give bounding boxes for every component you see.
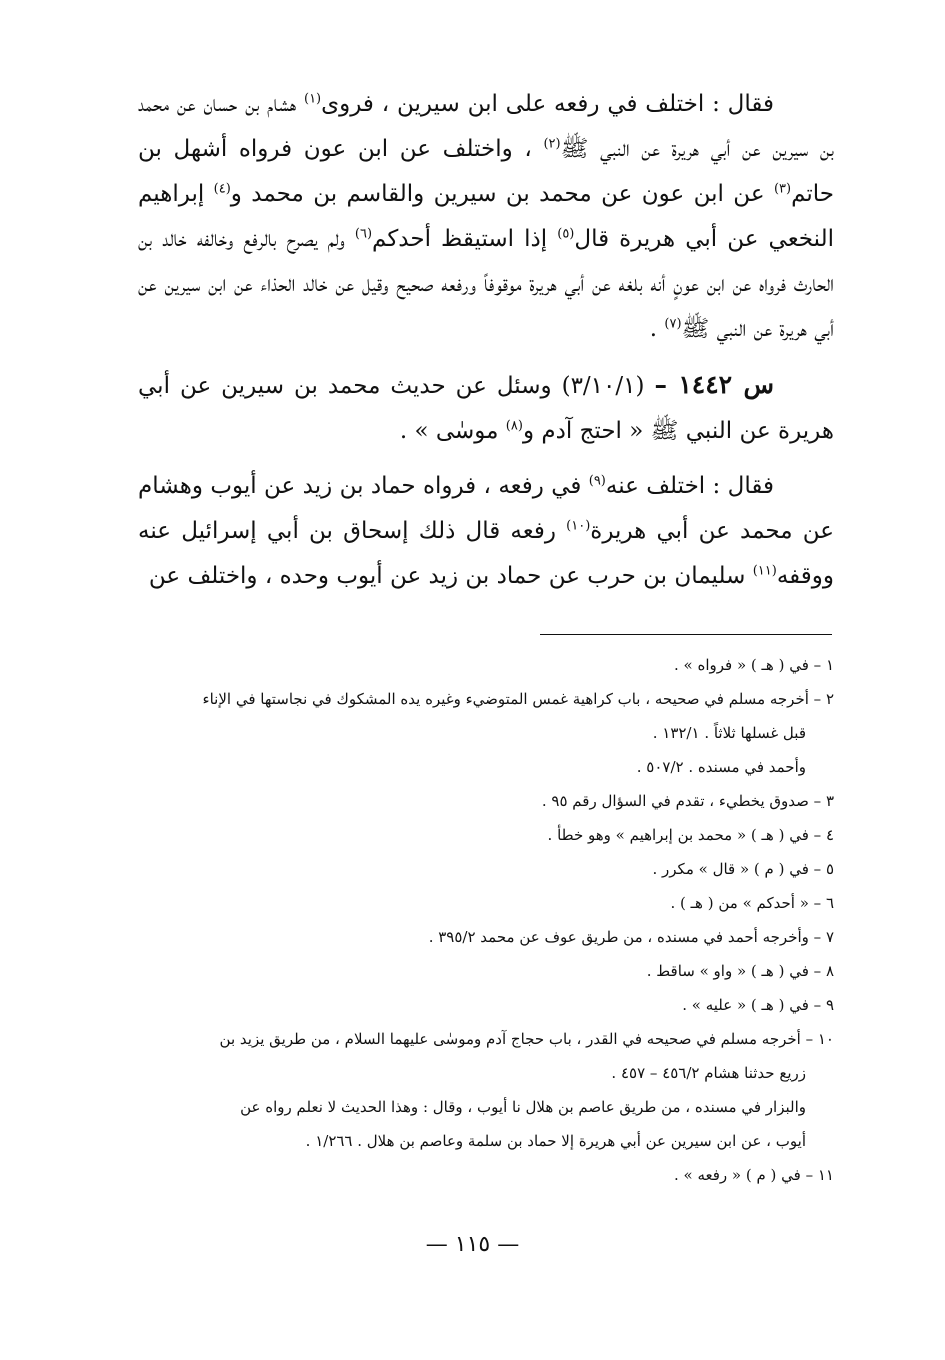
footnote-5: ٥ – في ( م ) « قال » مكرر . <box>652 860 834 878</box>
footnote-8: ٨ – في ( هـ ) « واو » ساقط . <box>646 962 834 980</box>
footnote-ref-6: (٦) <box>354 226 373 242</box>
footnote-ref-7: (٧) <box>664 316 682 332</box>
footnote-continuation: وأحمد في مسنده . ٥٠٧/٢ . <box>636 758 806 776</box>
footnote-9: ٩ – في ( هـ ) « عليه » . <box>682 996 834 1014</box>
question-number: س ١٤٤٢ – <box>654 370 774 399</box>
footnote-text: ١٠ – أخرجه مسلم في صحيحه في القدر ، باب حجاج آدم وموسٰى عليهما السلام ، من طريق يزيد بن <box>219 1030 834 1048</box>
footnote-ref-9: (٩) <box>588 473 606 489</box>
footnote-ref-2: (٢) <box>543 136 561 152</box>
question-1442 <box>138 362 834 454</box>
footnote-ref-1: (١) <box>303 91 322 107</box>
footnote-ref-10: (١٠) <box>566 518 591 534</box>
main-text <box>138 82 834 599</box>
text-run: إبراهيم النخعي عن أبي هريرة قال <box>138 181 834 252</box>
footnote-1: ١ – في ( هـ ) « فرواه » . <box>674 656 834 674</box>
paragraph-answer-2 <box>138 464 834 599</box>
footnote-ref-8: (٨) <box>505 418 523 434</box>
footnote-7: ٧ – وأخرجه أحمد في مسنده ، من طريق عوف عن محمد ٣٩٥/٢ . <box>428 928 834 946</box>
footnote-ref-3: (٣) <box>773 181 792 197</box>
footnote-continuation: أيوب ، عن ابن سيرين عن أبي هريرة إلا حماد بن سلمة وعاصم بن هلال . ١/٢٦٦ . <box>305 1132 806 1150</box>
text-run: إذا استيقظ أحدكم <box>372 226 558 252</box>
paragraph-answer-1 <box>138 82 834 352</box>
text-run: فقال : اختلف في رفعه على ابن سيرين ، فروى <box>321 91 774 117</box>
footnote-2 <box>138 682 834 784</box>
text-run: ولم يصرح بالرفع وخالفه خالد بن الحارث فرواه عن ابن عونٍ أنه بلغه عن أبي هريرة موقوفاً ورفعه صحيح وقيل عن خالد الحذاء عن ابن سيرين عن أبي هريرة عن النبي ﷺ <box>138 226 834 342</box>
text-run: هشام بن حسان عن محمد بن سيرين عن أبي هريرة عن النبي ﷺ <box>138 91 834 162</box>
page-body <box>138 82 834 609</box>
footnote-3: ٣ – صدوق يخطيء ، تقدم في السؤال رقم ٩٥ . <box>541 792 834 810</box>
footnote-6: ٦ – « أحدكم » من ( هـ ) . <box>670 894 834 912</box>
page-number: — ١١٥ — <box>425 1232 520 1257</box>
footnote-ref-5: (٥) <box>557 226 575 242</box>
footnotes <box>138 648 834 1192</box>
footnote-ref-11: (١١) <box>752 563 777 579</box>
footnote-continuation: زريع حدثنا هشام ٤٥٦/٢ – ٤٥٧ . <box>611 1064 806 1082</box>
footnote-4: ٤ – في ( هـ ) « محمد بن إبراهيم » وهو خطأ . <box>547 826 834 844</box>
text-run: عن ابن عون عن محمد بن سيرين والقاسم بن محمد و <box>230 181 774 207</box>
text-run: سليمان بن حرب عن حماد بن زيد عن أيوب وحده ، واختلف عن <box>148 563 753 589</box>
text-run: . <box>649 316 665 342</box>
text-run: موسٰى » . <box>399 418 506 444</box>
footnote-text: ٢ – أخرجه مسلم في صحيحه ، باب كراهية غمس المتوضيء وغيره يده المشكوك في نجاستها في الإناء <box>202 690 834 708</box>
footnote-11: ١١ – في ( م ) « رفعه » . <box>673 1166 834 1184</box>
footnote-separator <box>540 634 832 635</box>
text-run: رفعه قال ذلك إسحاق بن أبي إسرائيل عنه ووقفه <box>138 518 834 589</box>
text-run: في رفعه ، فرواه حماد بن زيد عن أيوب وهشام عن محمد عن أبي هريرة <box>138 473 834 544</box>
footnote-continuation: والبزار في مسنده ، من طريق عاصم بن هلال نا أيوب ، وقال : وهذا الحديث لا نعلم رواه عن <box>240 1098 806 1116</box>
text-run: (٣/١٠/١) وسئل عن حديث محمد بن سيرين عن أبي هريرة عن النبي ﷺ « احتج آدم و <box>138 373 834 444</box>
footnote-continuation: قبل غسلها ثلاثاً . ١٣٢/١ . <box>652 724 806 742</box>
footnote-10 <box>138 1022 834 1158</box>
text-run: فقال : اختلف عنه <box>605 473 775 499</box>
text-run: ، واختلف عن ابن عون فرواه أشهل بن حاتم <box>138 136 835 207</box>
footnote-ref-4: (٤) <box>213 181 231 197</box>
